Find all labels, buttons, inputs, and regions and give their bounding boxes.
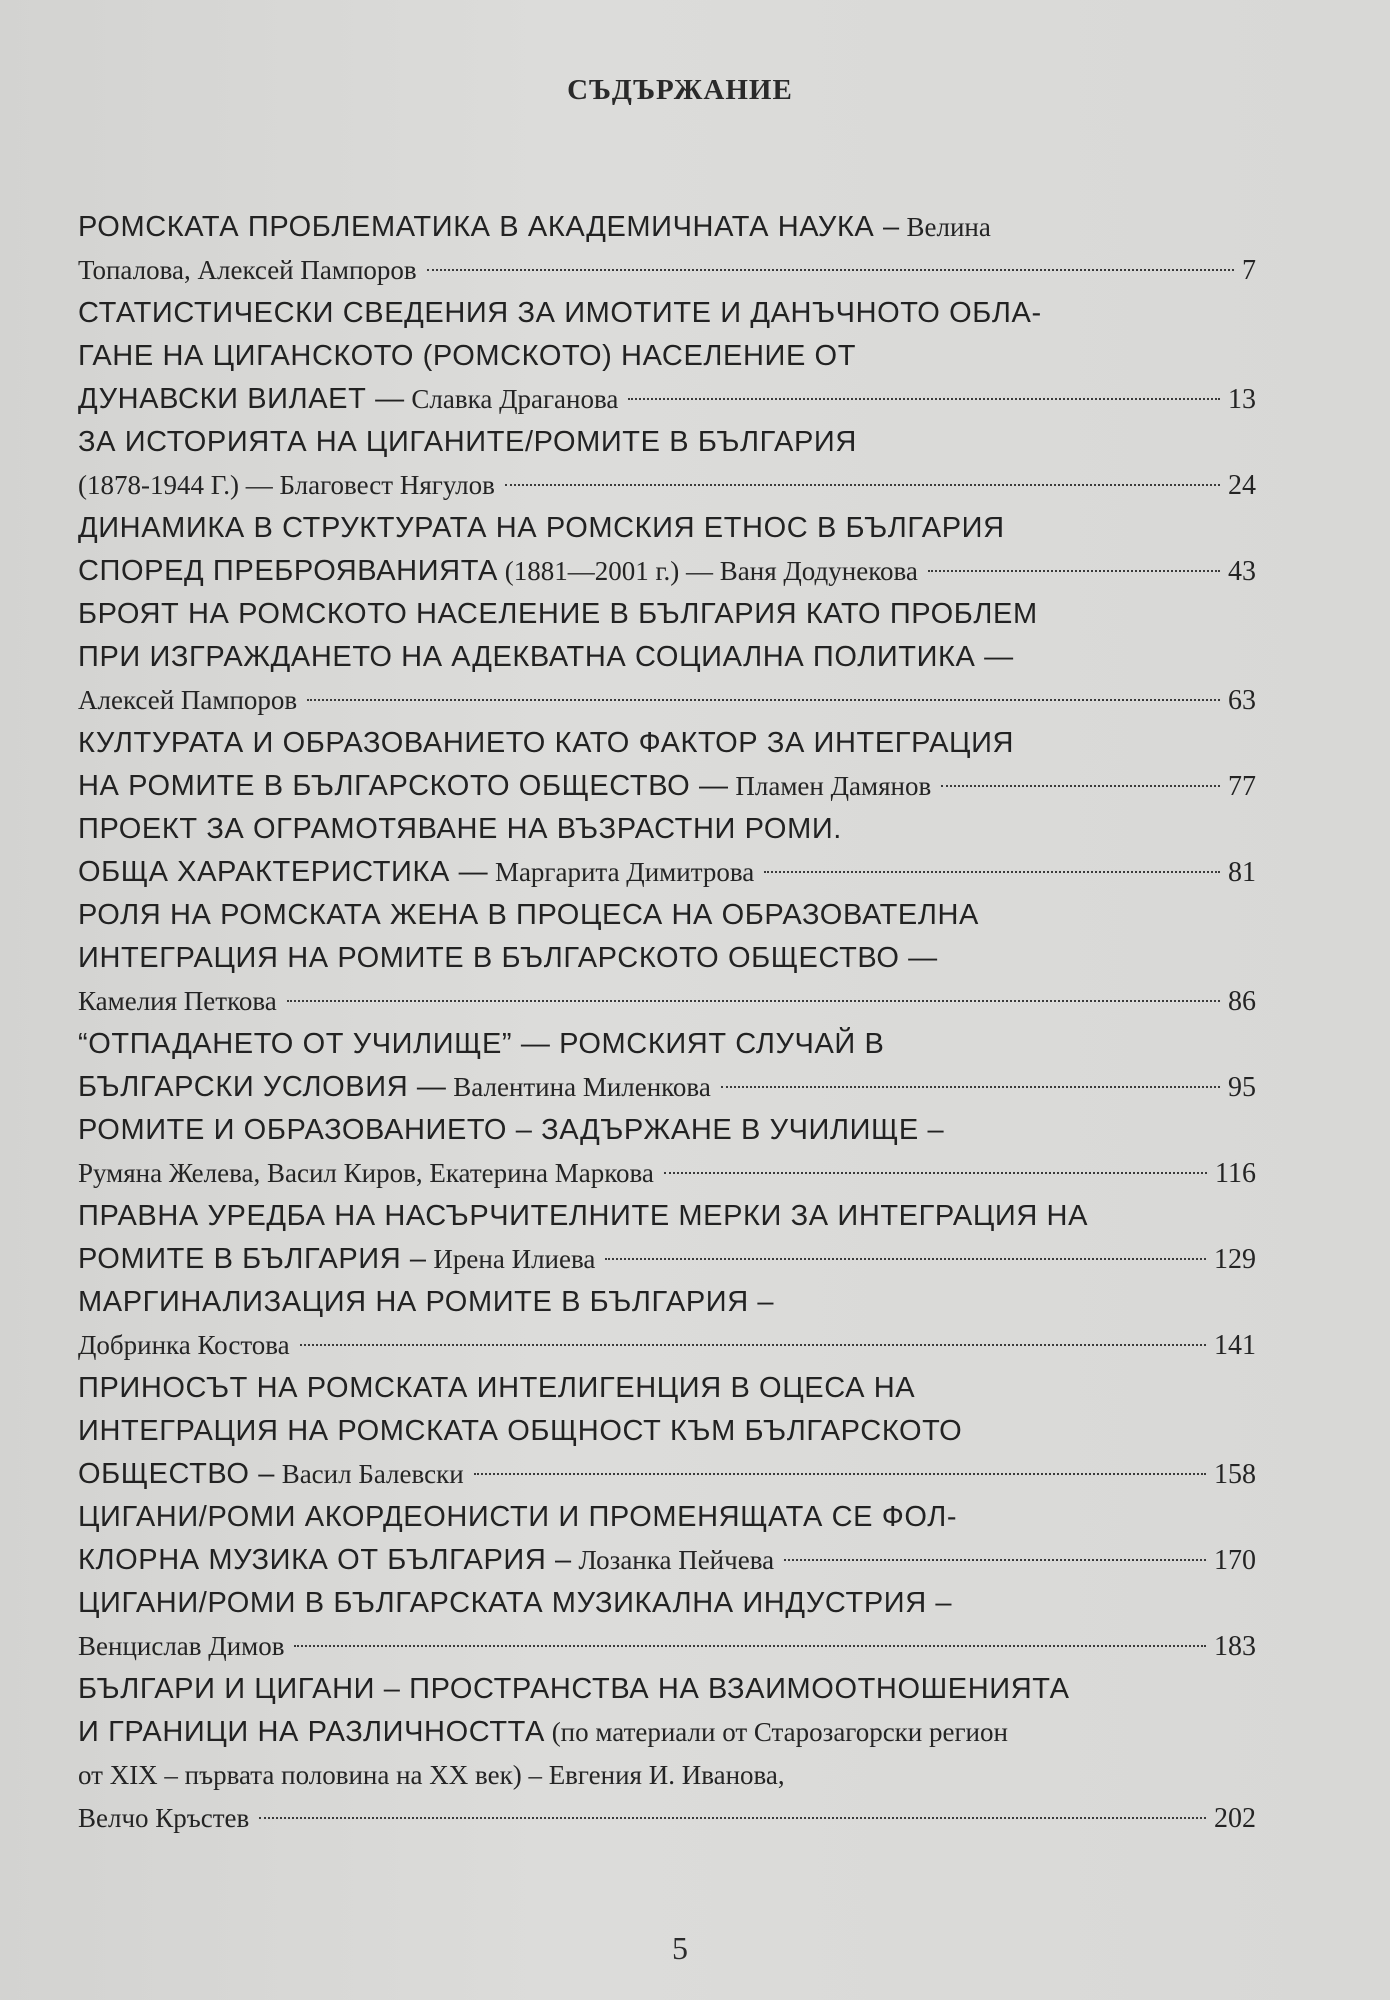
toc-entry-line — [78, 506, 1256, 549]
toc-entry-line — [78, 1108, 1256, 1151]
toc-entry-line — [78, 377, 1256, 420]
toc-page-number: 77 — [1228, 771, 1256, 802]
toc-line-text — [78, 1414, 962, 1447]
toc-entry-line — [78, 807, 1256, 850]
toc-line-text — [78, 1538, 774, 1581]
table-of-contents — [78, 205, 1256, 1839]
toc-page-number: 141 — [1214, 1330, 1256, 1361]
toc-line-text — [78, 1452, 464, 1495]
toc-title-text: ДИНАМИКА В СТРУКТУРАТА НА РОМСКИЯ ЕТНОС В БЪЛГАРИЯ — [78, 512, 1005, 544]
toc-entry-line — [78, 1710, 1256, 1753]
toc-entry-line — [78, 463, 1256, 506]
toc-author-text: Пламен Дамянов — [728, 771, 932, 801]
toc-title-text: БЪЛГАРИ И ЦИГАНИ – ПРОСТРАНСТВА НА ВЗАИМООТНОШЕНИЯТА — [78, 1673, 1070, 1705]
toc-entry-line — [78, 1667, 1256, 1710]
toc-title-text: ОБЩЕСТВО – — [78, 1458, 275, 1490]
toc-author-text: (по материали от Старозагорски регион — [544, 1717, 1008, 1747]
toc-line-text — [78, 1500, 957, 1533]
toc-entry-line — [78, 1194, 1256, 1237]
dot-leader — [784, 1559, 1206, 1561]
toc-line-text — [78, 1151, 654, 1194]
toc-line-text — [78, 549, 918, 592]
toc-entry-line — [78, 1022, 1256, 1065]
toc-entry — [78, 1667, 1256, 1839]
toc-entry-line — [78, 1409, 1256, 1452]
toc-entry-line — [78, 1280, 1256, 1323]
toc-entry — [78, 1022, 1256, 1108]
toc-author-text: Велчо Кръстев — [78, 1803, 250, 1833]
toc-entry — [78, 1581, 1256, 1667]
toc-author-text: Валентина Миленкова — [446, 1072, 711, 1102]
dot-leader — [928, 570, 1220, 572]
toc-entry-line — [78, 1065, 1256, 1108]
toc-entry-line — [78, 850, 1256, 893]
toc-line-text — [78, 339, 856, 372]
toc-entry — [78, 1280, 1256, 1366]
toc-page-number: 63 — [1228, 685, 1256, 716]
dot-leader — [941, 785, 1220, 787]
toc-page-number: 86 — [1228, 986, 1256, 1017]
toc-author-text: от XIX – първата половина на XX век) – Евгения И. Иванова, — [78, 1760, 785, 1790]
dot-leader — [300, 1344, 1206, 1346]
toc-page-number: 43 — [1228, 556, 1256, 587]
toc-page-number: 170 — [1214, 1545, 1256, 1576]
toc-title-text: СПОРЕД ПРЕБРОЯВАНИЯТА — [78, 555, 499, 587]
toc-entry-line — [78, 1581, 1256, 1624]
dot-leader — [764, 871, 1220, 873]
dot-leader — [259, 1817, 1206, 1819]
toc-entry-line — [78, 893, 1256, 936]
toc-entry-line — [78, 334, 1256, 377]
toc-line-text — [78, 850, 754, 893]
toc-line-text — [78, 377, 618, 420]
toc-page-number: 24 — [1228, 470, 1256, 501]
toc-author-text: Васил Балевски — [274, 1459, 464, 1489]
toc-entry — [78, 1194, 1256, 1280]
toc-author-text: Добринка Костова — [78, 1330, 290, 1360]
toc-line-text — [78, 1113, 944, 1146]
toc-entry-line — [78, 1624, 1256, 1667]
toc-page-number: 183 — [1214, 1631, 1256, 1662]
dot-leader — [474, 1473, 1206, 1475]
toc-author-text: Камелия Петкова — [78, 986, 277, 1016]
toc-entry-line — [78, 1151, 1256, 1194]
toc-author-text: (1878-1944 Г.) — Благовест Нягулов — [78, 470, 495, 500]
toc-title-text: ПРИ ИЗГРАЖДАНЕТО НА АДЕКВАТНА СОЦИАЛНА ПОЛИТИКА — — [78, 641, 1014, 673]
toc-title-text: ИНТЕГРАЦИЯ НА РОМСКАТА ОБЩНОСТ КЪМ БЪЛГАРСКОТО — [78, 1415, 963, 1447]
toc-entry — [78, 1495, 1256, 1581]
toc-entry-line — [78, 1237, 1256, 1280]
toc-entry-line — [78, 936, 1256, 979]
toc-entry-line — [78, 1538, 1256, 1581]
toc-line-text — [78, 597, 1038, 630]
toc-line-text — [78, 296, 1042, 329]
toc-entry-line — [78, 979, 1256, 1022]
toc-entry-line — [78, 1796, 1256, 1839]
toc-title-text: РОМИТЕ И ОБРАЗОВАНИЕТО – ЗАДЪРЖАНЕ В УЧИЛИЩЕ – — [78, 1114, 945, 1146]
contents-heading: СЪДЪРЖАНИЕ — [567, 74, 793, 106]
toc-title-text: МАРГИНАЛИЗАЦИЯ НА РОМИТЕ В БЪЛГАРИЯ – — [78, 1286, 775, 1318]
toc-entry-line — [78, 420, 1256, 463]
toc-entry-line — [78, 1366, 1256, 1409]
toc-line-text — [78, 1027, 884, 1060]
toc-title-text: ЦИГАНИ/РОМИ АКОРДЕОНИСТИ И ПРОМЕНЯЩАТА СЕ ФОЛ- — [78, 1501, 958, 1533]
toc-line-text — [78, 511, 1005, 544]
toc-title-text: ПРАВНА УРЕДБА НА НАСЪРЧИТЕЛНИТЕ МЕРКИ ЗА ИНТЕГРАЦИЯ НА — [78, 1200, 1089, 1232]
toc-line-text — [78, 1065, 711, 1108]
toc-entry-line — [78, 764, 1256, 807]
toc-line-text — [78, 1285, 774, 1318]
toc-entry — [78, 1108, 1256, 1194]
toc-entry-line — [78, 1323, 1256, 1366]
toc-author-text: Алексей Пампоров — [78, 685, 298, 715]
toc-entry-line — [78, 678, 1256, 721]
toc-entry — [78, 1366, 1256, 1495]
toc-line-text — [78, 1237, 595, 1280]
dot-leader — [287, 1000, 1220, 1002]
toc-entry — [78, 721, 1256, 807]
dot-leader — [427, 269, 1234, 271]
toc-line-text — [78, 898, 979, 931]
toc-author-text: Лозанка Пейчева — [571, 1545, 775, 1575]
toc-title-text: РОЛЯ НА РОМСКАТА ЖЕНА В ПРОЦЕСА НА ОБРАЗОВАТЕЛНА — [78, 899, 979, 931]
toc-entry-line — [78, 291, 1256, 334]
toc-author-text: Венцислав Димов — [78, 1631, 285, 1661]
toc-title-text: ДУНАВСКИ ВИЛАЕТ — — [78, 383, 405, 415]
toc-page-number: 129 — [1214, 1244, 1256, 1275]
toc-page-number: 202 — [1214, 1803, 1256, 1834]
toc-line-text — [78, 210, 991, 243]
toc-entry-line — [78, 205, 1256, 248]
toc-entry — [78, 291, 1256, 420]
toc-page-number: 7 — [1242, 255, 1256, 286]
toc-author-text: Славка Драганова — [404, 384, 619, 414]
toc-line-text — [78, 941, 938, 974]
dot-leader — [307, 699, 1220, 701]
dot-leader — [664, 1172, 1207, 1174]
toc-entry-line — [78, 592, 1256, 635]
toc-entry-line — [78, 635, 1256, 678]
toc-line-text — [78, 1758, 785, 1791]
dot-leader — [294, 1645, 1206, 1647]
toc-page-number: 13 — [1228, 384, 1256, 415]
toc-line-text — [78, 1371, 915, 1404]
toc-line-text — [78, 1672, 1070, 1705]
toc-author-text: Топалова, Алексей Пампоров — [78, 255, 417, 285]
toc-title-text: БРОЯТ НА РОМСКОТО НАСЕЛЕНИЕ В БЪЛГАРИЯ КАТО ПРОБЛЕМ — [78, 598, 1038, 630]
toc-entry-line — [78, 1452, 1256, 1495]
toc-title-text: ЦИГАНИ/РОМИ В БЪЛГАРСКАТА МУЗИКАЛНА ИНДУСТРИЯ – — [78, 1587, 953, 1619]
toc-entry — [78, 205, 1256, 291]
toc-page-number: 81 — [1228, 857, 1256, 888]
toc-entry-line — [78, 1753, 1256, 1796]
toc-title-text: ЗА ИСТОРИЯТА НА ЦИГАНИТЕ/РОМИТЕ В БЪЛГАРИЯ — [78, 426, 857, 458]
toc-line-text — [78, 812, 842, 845]
toc-author-text: Велина — [899, 212, 991, 242]
toc-page-number: 116 — [1215, 1158, 1256, 1189]
toc-entry — [78, 592, 1256, 721]
toc-entry — [78, 807, 1256, 893]
toc-entry-line — [78, 721, 1256, 764]
dot-leader — [628, 398, 1220, 400]
toc-title-text: ОБЩА ХАРАКТЕРИСТИКА — — [78, 856, 489, 888]
toc-line-text — [78, 1586, 952, 1619]
toc-line-text — [78, 1624, 284, 1667]
toc-line-text — [78, 1199, 1088, 1232]
toc-line-text — [78, 726, 1014, 759]
toc-title-text: ПРОЕКТ ЗА ОГРАМОТЯВАНЕ НА ВЪЗРАСТНИ РОМИ. — [78, 813, 842, 845]
toc-line-text — [78, 979, 277, 1022]
toc-title-text: БЪЛГАРСКИ УСЛОВИЯ — — [78, 1071, 447, 1103]
toc-entry-line — [78, 1495, 1256, 1538]
toc-title-text: РОМСКАТА ПРОБЛЕМАТИКА В АКАДЕМИЧНАТА НАУКА – — [78, 211, 900, 243]
toc-entry-line — [78, 549, 1256, 592]
toc-author-text: (1881—2001 г.) — Ваня Додунекова — [498, 556, 918, 586]
toc-page-number: 158 — [1214, 1459, 1256, 1490]
toc-title-text: РОМИТЕ В БЪЛГАРИЯ – — [78, 1243, 427, 1275]
toc-title-text: НА РОМИТЕ В БЪЛГАРСКОТО ОБЩЕСТВО — — [78, 770, 729, 802]
toc-title-text: КУЛТУРАТА И ОБРАЗОВАНИЕТО КАТО ФАКТОР ЗА ИНТЕГРАЦИЯ — [78, 727, 1015, 759]
toc-title-text: ПРИНОСЪТ НА РОМСКАТА ИНТЕЛИГЕНЦИЯ В ОЦЕСА НА — [78, 1372, 916, 1404]
toc-entry-line — [78, 248, 1256, 291]
toc-title-text: СТАТИСТИЧЕСКИ СВЕДЕНИЯ ЗА ИМОТИТЕ И ДАНЪЧНОТО ОБЛА- — [78, 297, 1042, 329]
toc-line-text — [78, 1715, 1008, 1748]
dot-leader — [605, 1258, 1206, 1260]
toc-title-text: ИНТЕГРАЦИЯ НА РОМИТЕ В БЪЛГАРСКОТО ОБЩЕСТВО — — [78, 942, 938, 974]
dot-leader — [505, 484, 1220, 486]
toc-title-text: ГАНЕ НА ЦИГАНСКОТО (РОМСКОТО) НАСЕЛЕНИЕ ОТ — [78, 340, 857, 372]
toc-line-text — [78, 764, 931, 807]
dot-leader — [721, 1086, 1220, 1088]
toc-title-text: “ОТПАДАНЕТО ОТ УЧИЛИЩЕ” — РОМСКИЯТ СЛУЧАЙ В — [78, 1028, 885, 1060]
toc-line-text — [78, 678, 297, 721]
toc-line-text — [78, 1796, 249, 1839]
toc-line-text — [78, 1323, 290, 1366]
toc-author-text: Маргарита Димитрова — [488, 857, 755, 887]
toc-title-text: И ГРАНИЦИ НА РАЗЛИЧНОСТТА — [78, 1716, 545, 1748]
toc-page-number: 95 — [1228, 1072, 1256, 1103]
toc-line-text — [78, 248, 417, 291]
toc-title-text: КЛОРНА МУЗИКА ОТ БЪЛГАРИЯ – — [78, 1544, 572, 1576]
toc-entry — [78, 506, 1256, 592]
toc-entry — [78, 420, 1256, 506]
page-number: 5 — [672, 1930, 688, 1966]
toc-entry — [78, 893, 1256, 1022]
toc-author-text: Ирена Илиева — [426, 1244, 596, 1274]
toc-author-text: Румяна Желева, Васил Киров, Екатерина Маркова — [78, 1158, 654, 1188]
toc-line-text — [78, 463, 495, 506]
toc-line-text — [78, 640, 1014, 673]
toc-line-text — [78, 425, 857, 458]
